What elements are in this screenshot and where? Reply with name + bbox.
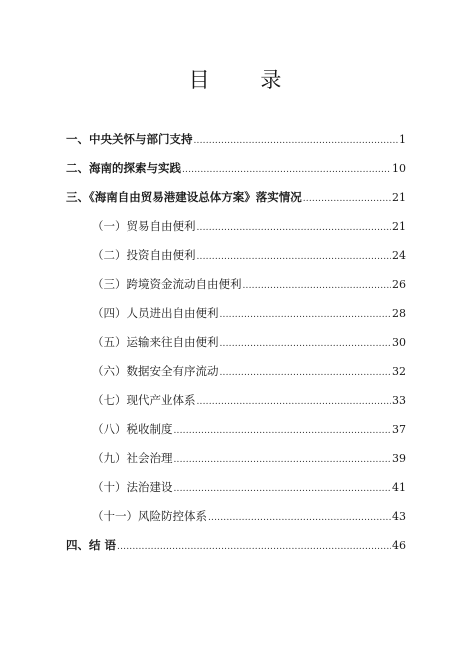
- dot-leader: [197, 394, 392, 410]
- toc-entry-1[interactable]: [66, 131, 406, 147]
- toc-page-number: 39: [392, 452, 406, 465]
- dot-leader: [197, 249, 392, 265]
- toc-page-number: 21: [392, 220, 406, 233]
- toc-entry-label: （九）社会治理: [92, 451, 173, 465]
- dot-leader: [220, 307, 392, 323]
- toc-page-number: 43: [392, 510, 406, 523]
- toc-entry-label: （七）现代产业体系: [92, 393, 196, 407]
- dot-leader: [220, 336, 392, 352]
- toc-page-number: 33: [392, 394, 406, 407]
- toc-entry-label: （八）税收制度: [92, 422, 173, 436]
- toc-subentry-11[interactable]: [92, 508, 406, 524]
- toc-subentry-5[interactable]: [92, 334, 406, 350]
- dot-leader: [182, 162, 391, 178]
- toc-page-number: 10: [392, 162, 406, 175]
- dot-leader: [174, 481, 392, 497]
- dot-leader: [243, 278, 392, 294]
- toc-entry-label: （三）跨境资金流动自由便利: [92, 277, 242, 291]
- toc-page-number: 21: [392, 191, 406, 204]
- toc-subentry-8[interactable]: [92, 421, 406, 437]
- toc-title: 目 录: [188, 68, 304, 92]
- toc-entry-label: 二、海南的探索与实践: [66, 161, 181, 175]
- toc-page-number: 24: [392, 249, 406, 262]
- dot-leader: [174, 452, 392, 468]
- toc-entry-label: （四）人员进出自由便利: [92, 306, 219, 320]
- toc-page-number: 46: [392, 539, 406, 552]
- toc-entry-label: （一）贸易自由便利: [92, 219, 196, 233]
- toc-entry-3[interactable]: [66, 189, 406, 205]
- toc-entry-4[interactable]: [66, 537, 406, 553]
- toc-page-number: 28: [392, 307, 406, 320]
- toc-entry-label: 一、中央关怀与部门支持: [66, 132, 193, 146]
- dot-leader: [174, 423, 392, 439]
- toc-entry-label: 四、结 语: [66, 538, 117, 552]
- toc-subentry-7[interactable]: [92, 392, 406, 408]
- dot-leader: [194, 133, 399, 149]
- toc-entry-label: （十）法治建设: [92, 480, 173, 494]
- toc-subentry-1[interactable]: [92, 218, 406, 234]
- toc-subentry-6[interactable]: [92, 363, 406, 379]
- toc-subentry-10[interactable]: [92, 479, 406, 495]
- toc-entry-label: （二）投资自由便利: [92, 248, 196, 262]
- toc-entry-label: （十一）风险防控体系: [92, 509, 207, 523]
- toc-page-number: 41: [392, 481, 406, 494]
- toc-entry-2[interactable]: [66, 160, 406, 176]
- dot-leader: [208, 510, 391, 526]
- toc-page-number: 30: [392, 336, 406, 349]
- dot-leader: [303, 191, 391, 207]
- toc-entry-label: （五）运输来往自由便利: [92, 335, 219, 349]
- toc-page-number: 32: [392, 365, 406, 378]
- dot-leader: [117, 539, 391, 555]
- toc-entry-label: 三、《海南自由贸易港建设总体方案》落实情况: [66, 190, 302, 204]
- toc-subentry-2[interactable]: [92, 247, 406, 263]
- toc-subentry-9[interactable]: [92, 450, 406, 466]
- toc-subentry-4[interactable]: [92, 305, 406, 321]
- toc-entry-label: （六）数据安全有序流动: [92, 364, 219, 378]
- dot-leader: [220, 365, 392, 381]
- toc-page-number: 37: [392, 423, 406, 436]
- toc-subentry-3[interactable]: [92, 276, 406, 292]
- dot-leader: [197, 220, 392, 236]
- toc-page-number: 26: [392, 278, 406, 291]
- toc-page-number: 1: [399, 133, 406, 146]
